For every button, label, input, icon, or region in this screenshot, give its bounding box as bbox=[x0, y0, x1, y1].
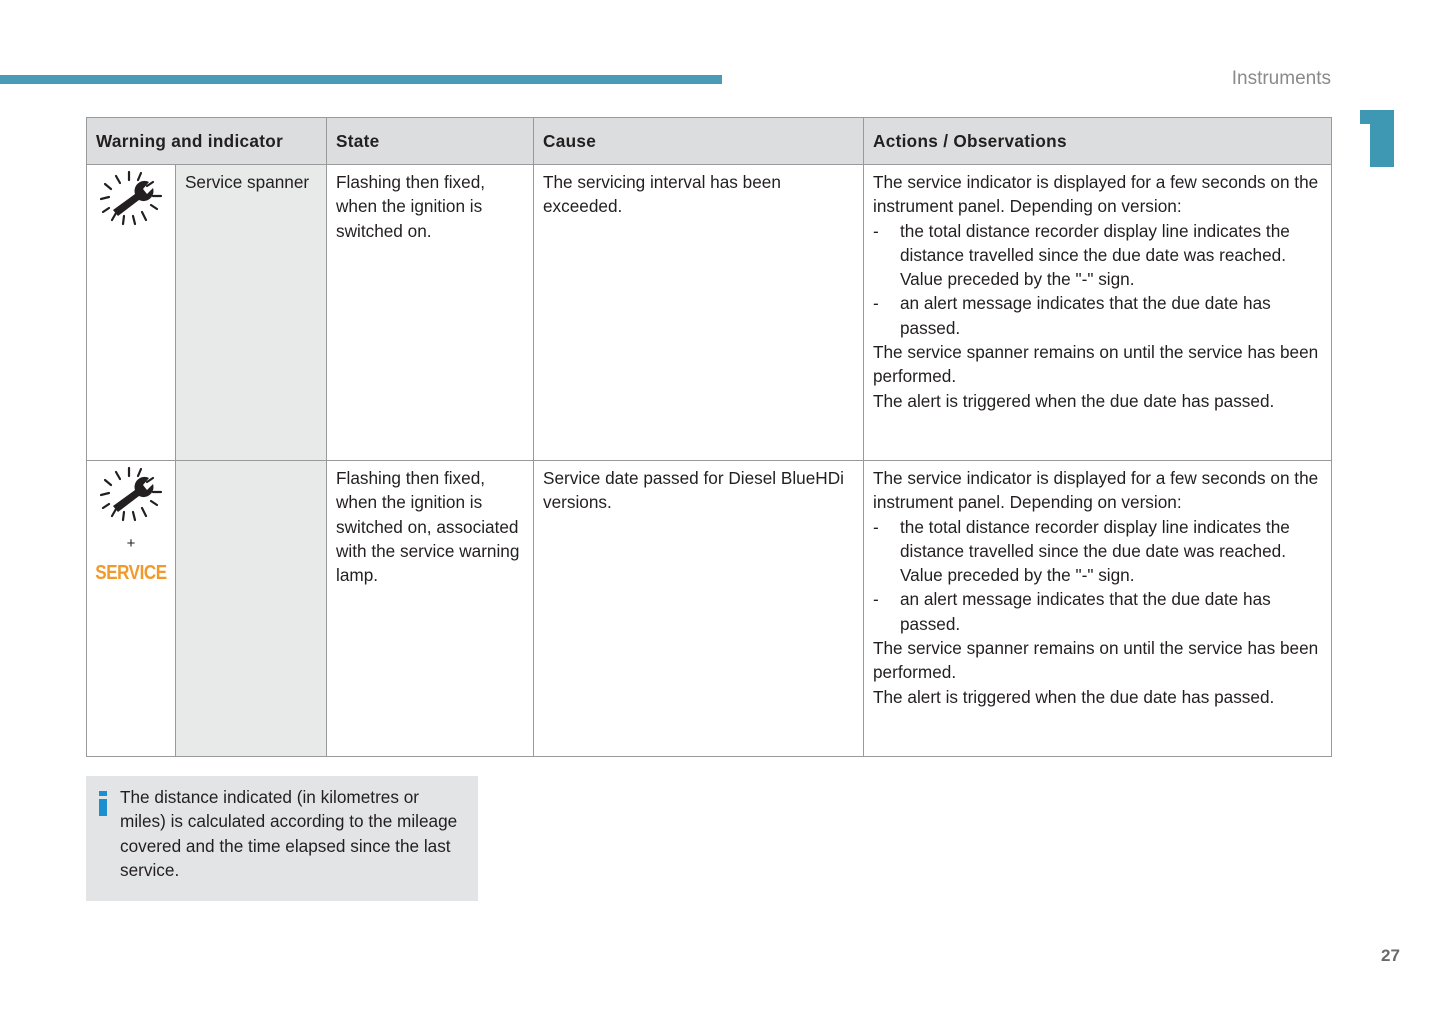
service-lamp-icon: SERVICE bbox=[95, 561, 167, 584]
indicator-name bbox=[175, 461, 326, 757]
table-row bbox=[87, 165, 1332, 461]
actions-bullet: - an alert message indicates that the due date has passed. bbox=[873, 587, 1322, 636]
actions-note: The alert is triggered when the due date has passed. bbox=[873, 686, 1275, 707]
header-warning: Warning and indicator bbox=[87, 118, 327, 165]
header-bar bbox=[0, 75, 722, 84]
chapter-number bbox=[1370, 110, 1394, 167]
actions-bullet: - the total distance recorder display line indicates the distance travelled since the due date was reached. Value preceded by the "-" sign. bbox=[873, 515, 1322, 588]
header-actions: Actions / Observations bbox=[864, 118, 1332, 165]
actions-bullet: - the total distance recorder display line indicates the distance travelled since the due date was reached. Value preceded by the "-" sign. bbox=[873, 219, 1322, 292]
indicator-cell bbox=[87, 165, 176, 461]
wrench-icon bbox=[99, 466, 163, 524]
plus-sign: + bbox=[126, 535, 136, 553]
header-cause: Cause bbox=[534, 118, 864, 165]
actions-bullet: - an alert message indicates that the due date has passed. bbox=[873, 291, 1322, 340]
actions-cell bbox=[864, 165, 1332, 461]
info-icon bbox=[99, 791, 107, 816]
actions-note: The service spanner remains on until the service has been performed. bbox=[873, 638, 1319, 683]
info-box bbox=[86, 776, 478, 901]
actions-intro: The service indicator is displayed for a few seconds on the instrument panel. Depending on version: bbox=[873, 468, 1319, 513]
actions-note: The service spanner remains on until the service has been performed. bbox=[873, 342, 1319, 387]
cause-cell: The servicing interval has been exceeded. bbox=[534, 165, 864, 461]
table-header-row bbox=[87, 118, 1332, 165]
indicator-cell bbox=[87, 461, 176, 757]
actions-intro: The service indicator is displayed for a few seconds on the instrument panel. Depending on version: bbox=[873, 172, 1319, 217]
state-cell: Flashing then fixed, when the ignition is switched on, associated with the service warning lamp. bbox=[327, 461, 534, 757]
state-cell: Flashing then fixed, when the ignition is switched on. bbox=[327, 165, 534, 461]
actions-cell bbox=[864, 461, 1332, 757]
wrench-icon bbox=[99, 170, 163, 228]
indicator-name: Service spanner bbox=[175, 165, 326, 461]
header-state: State bbox=[327, 118, 534, 165]
page-number: 27 bbox=[1381, 946, 1400, 965]
cause-cell: Service date passed for Diesel BlueHDi versions. bbox=[534, 461, 864, 757]
actions-note: The alert is triggered when the due date has passed. bbox=[873, 390, 1275, 411]
section-title: Instruments bbox=[1231, 68, 1331, 89]
info-text: The distance indicated (in kilometres or miles) is calculated according to the mileage covered and the time elapsed since the last service. bbox=[120, 787, 458, 880]
warning-table bbox=[86, 117, 1332, 757]
table-row bbox=[87, 461, 1332, 757]
